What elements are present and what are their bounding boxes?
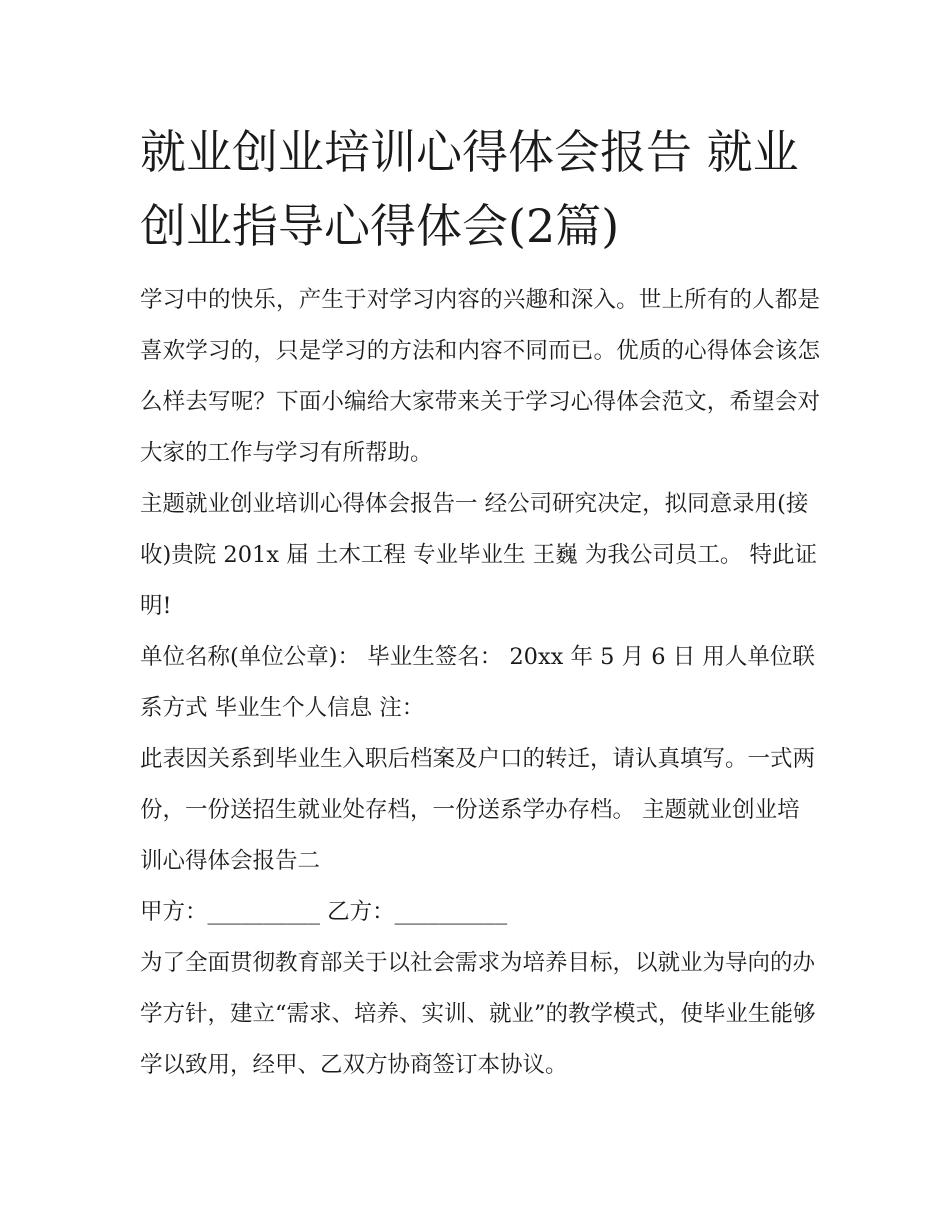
note-paragraph: 此表因关系到毕业生入职后档案及户口的转迁，请认真填写。一式两份，一份送招生就业处存档，一份送系学办存档。 主题就业创业培训心得体会报告二 — [140, 746, 816, 874]
intro-paragraph: 学习中的快乐，产生于对学习内容的兴趣和深入。世上所有的人都是喜欢学习的，只是学习的方法和内容不同而已。优质的心得体会该怎么样去写呢？下面小编给大家带来关于学习心得体会范文，希望会对大家的工作与学习有所帮助。 — [140, 287, 820, 466]
parties-line: 甲方：__________ 乙方：__________ — [140, 899, 508, 925]
agreement-paragraph: 为了全面贯彻教育部关于以社会需求为培养目标，以就业为导向的办学方针，建立“需求、培养、实训、就业”的教学模式，使毕业生能够学以致用，经甲、乙双方协商签订本协议。 — [140, 950, 816, 1078]
document-title: 就业创业培训心得体会报告 就业创业指导心得体会(2篇) — [140, 125, 799, 253]
report-one-paragraph: 主题就业创业培训心得体会报告一 经公司研究决定，拟同意录用(接收)贵院 201x 届 土木工程 专业毕业生 王巍 为我公司员工。 特此证明! — [140, 491, 817, 619]
document-body — [140, 275, 820, 1091]
signature-info-paragraph: 单位名称(单位公章)： 毕业生签名： 20xx 年 5 月 6 日 用人单位联系方式 毕业生个人信息 注： — [140, 644, 815, 721]
